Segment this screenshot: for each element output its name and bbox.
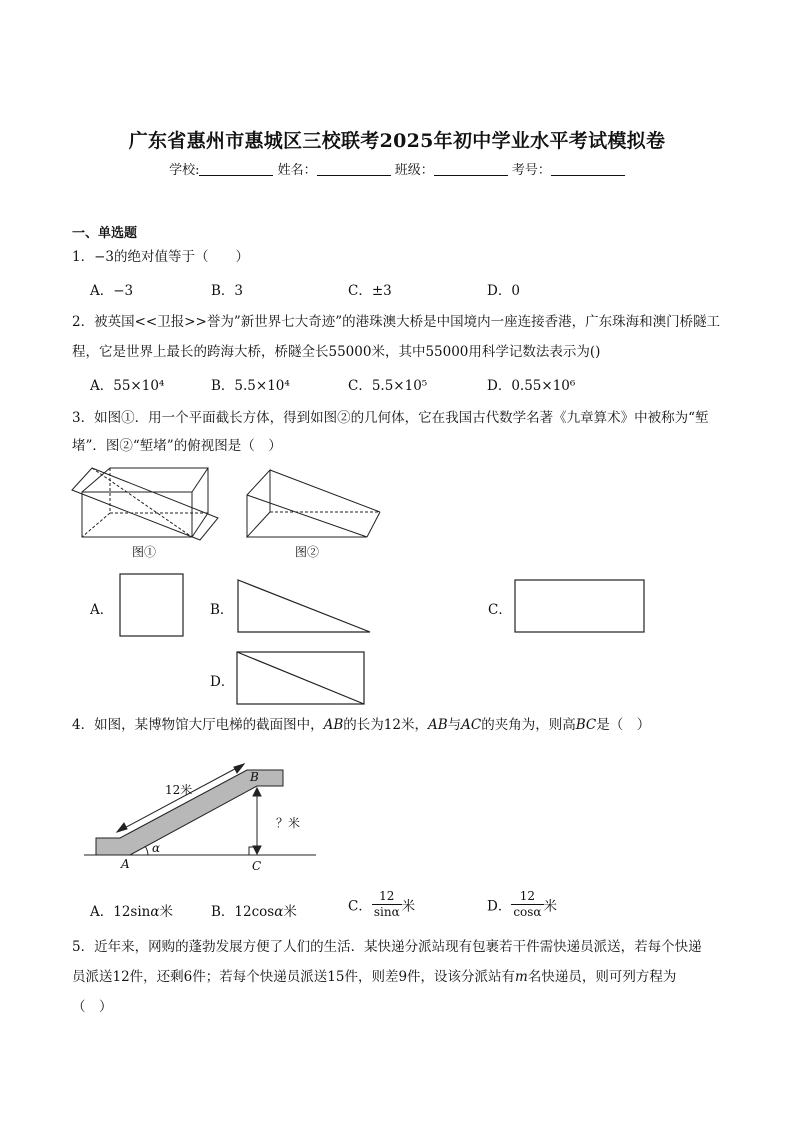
q4-option-c (348, 889, 415, 920)
school-label: 学校: (169, 163, 200, 178)
q4-ac: AC (461, 717, 482, 733)
question-5-stem-line2 (72, 963, 676, 991)
question-3-stem-line2: 堵”．图②“堑堵”的俯视图是（ ） (72, 438, 282, 454)
q1-option-a: A．−3 (90, 283, 134, 299)
q3-option-c-label: C． (488, 602, 512, 618)
q4-bc: BC (575, 717, 597, 733)
q5-line2-post: 名快递员，则可列方程为 (527, 969, 677, 985)
q4-point-a: A (121, 857, 130, 871)
q4-c-fraction (372, 889, 402, 920)
q3-option-c-rectangle (514, 579, 646, 635)
q4-b-alpha: α (274, 904, 284, 920)
q4-c-numerator: 12 (372, 889, 402, 905)
question-1-stem: 1．−3的绝对值等于（ ） (72, 249, 249, 265)
q4-option-a (90, 900, 173, 920)
q4-b-text: B．12cos (211, 904, 275, 920)
figure-2-qiandu (245, 465, 385, 535)
q3-option-d-rectangle-diagonal (236, 651, 366, 707)
q4-stem-pre: 4．如图，某博物馆大厅电梯的截面图中， (72, 717, 324, 733)
q4-option-d (487, 889, 557, 920)
q2-option-a: A．55×10⁴ (90, 378, 165, 394)
figure-2-caption: 图② (295, 545, 320, 559)
q1-option-b: B．3 (211, 283, 244, 299)
q4-stem-mid1: 的长为12米， (343, 717, 428, 733)
school-blank (199, 161, 273, 176)
name-label: 姓名： (277, 163, 317, 178)
q4-a-unit: 米 (159, 904, 173, 920)
q2-option-b: B．5.5×10⁴ (211, 378, 290, 394)
q4-a-text: A．12sin (90, 904, 151, 920)
question-3-stem-line1: 3．如图①．用一个平面截长方体，得到如图②的几何体，它在我国古代数学名著《九章算术》中被称为“堑 (72, 410, 709, 426)
page-title: 广东省惠州市惠城区三校联考2025年初中学业水平考试模拟卷 (128, 130, 666, 152)
number-blank (551, 161, 625, 176)
q4-d-denominator: cosα (513, 905, 542, 919)
q4-d-numerator: 12 (511, 889, 543, 905)
q4-c-unit: 米 (401, 898, 416, 915)
q5-line2-pre: 员派送12件，还剩6件；若每个快递员派送15件，则差9件，设该分派站有 (72, 969, 516, 985)
q4-alpha: α (152, 841, 161, 855)
q4-stem-mid2: 与 (447, 717, 462, 733)
q3-option-a-label: A． (90, 602, 114, 618)
class-label: 班级： (394, 163, 434, 178)
section-heading: 一、单选题 (72, 226, 138, 241)
q4-d-text: D． (487, 898, 512, 915)
q3-option-b-label: B． (210, 602, 234, 618)
q4-stem-post: 是（ ） (596, 717, 651, 733)
q4-d-unit: 米 (543, 898, 558, 915)
question-4-stem (72, 711, 650, 739)
q2-option-d: D．0.55×10⁶ (487, 378, 576, 394)
q4-point-b: B (250, 770, 259, 784)
q4-ab-1: AB (323, 717, 344, 733)
figure-1-caption: 图① (132, 545, 157, 559)
q4-ab-2: AB (427, 717, 448, 733)
q4-b-unit: 米 (283, 904, 297, 920)
question-2-stem-line1: 2．被英国<<卫报>>誉为”新世界七大奇迹”的港珠澳大桥是中国境内一座连接香港，广东珠海和澳门桥隧工 (72, 314, 721, 330)
q3-option-a-square (119, 573, 185, 639)
q3-option-d-label: D． (210, 674, 235, 690)
q4-c-denominator: sinα (373, 905, 400, 919)
q2-option-c: C．5.5×10⁵ (348, 378, 428, 394)
question-5-stem-line1: 5．近年来，网购的蓬勃发展方便了人们的生活．某快递分派站现有包裹若干件需快递员派送，若每个快递 (72, 939, 702, 955)
name-blank (317, 161, 391, 176)
q4-label-length: 12米 (165, 783, 193, 797)
q1-option-c: C．±3 (348, 283, 392, 299)
q4-d-fraction (511, 889, 543, 920)
q1-option-d: D．0 (487, 283, 520, 299)
q4-a-alpha: α (150, 904, 160, 920)
q4-c-text: C． (348, 898, 372, 915)
q4-stem-mid3: 的夹角为，则高 (481, 717, 576, 733)
q4-option-b (211, 900, 297, 920)
q4-point-c: C (252, 859, 262, 873)
number-label: 考号： (511, 163, 551, 178)
q4-label-height: ？米 (276, 816, 301, 830)
student-info-line (0, 159, 794, 178)
class-blank (434, 161, 508, 176)
question-5-stem-line3: （ ） (72, 999, 113, 1015)
figure-1-cuboid (72, 462, 222, 542)
q5-variable-m: m (515, 969, 528, 985)
q3-option-b-triangle (236, 578, 372, 634)
question-2-stem-line2: 程，它是世界上最长的跨海大桥，桥隧全长55000米，其中55000用科学记数法表示为() (72, 344, 601, 360)
